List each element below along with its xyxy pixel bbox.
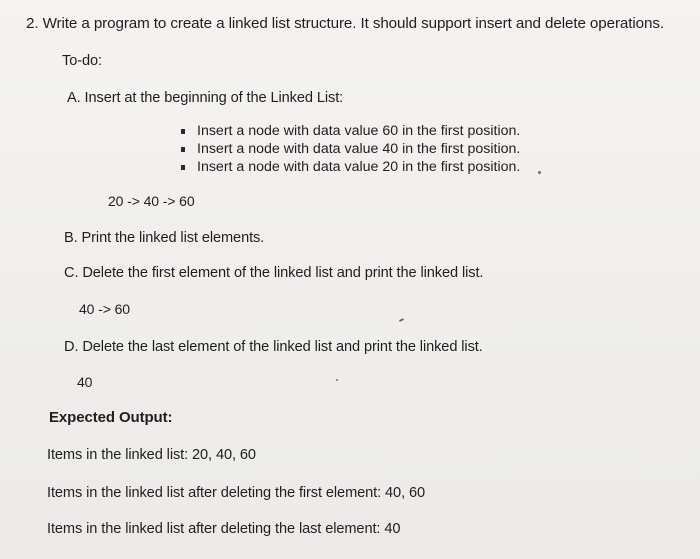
bullet-text: Insert a node with data value 20 in the first position.	[197, 159, 521, 175]
section-b-heading: B. Print the linked list elements.	[64, 230, 265, 246]
bullet-text: Insert a node with data value 40 in the first position.	[197, 141, 521, 157]
expected-output-line: Items in the linked list after deleting the last element: 40	[47, 521, 401, 537]
bullet-text: Insert a node with data value 60 in the first position.	[197, 123, 521, 139]
section-c-heading: C. Delete the first element of the linked list and print the linked list.	[64, 265, 484, 281]
section-a-bullet-list	[178, 122, 520, 176]
bullet-icon	[181, 165, 185, 170]
todo-label: To-do:	[62, 53, 102, 69]
expected-output-heading: Expected Output:	[49, 409, 173, 426]
bullet-item	[178, 122, 520, 140]
section-c-result: 40 -> 60	[79, 301, 130, 317]
bullet-icon	[181, 147, 185, 152]
section-d-result: 40	[77, 374, 93, 390]
stray-mark	[336, 379, 338, 381]
bullet-item	[178, 140, 520, 158]
question-title: 2. Write a program to create a linked list structure. It should support insert and delete operations.	[26, 15, 664, 32]
section-a-heading: A. Insert at the beginning of the Linked List:	[67, 90, 344, 106]
bullet-icon	[181, 129, 185, 134]
section-a-result: 20 -> 40 -> 60	[108, 193, 195, 209]
bullet-item	[178, 158, 520, 176]
expected-output-line: Items in the linked list after deleting the first element: 40, 60	[47, 485, 426, 501]
section-d-heading: D. Delete the last element of the linked list and print the linked list.	[64, 339, 483, 355]
stray-mark	[538, 171, 541, 174]
expected-output-line: Items in the linked list: 20, 40, 60	[47, 447, 256, 463]
stray-mark	[399, 318, 404, 322]
